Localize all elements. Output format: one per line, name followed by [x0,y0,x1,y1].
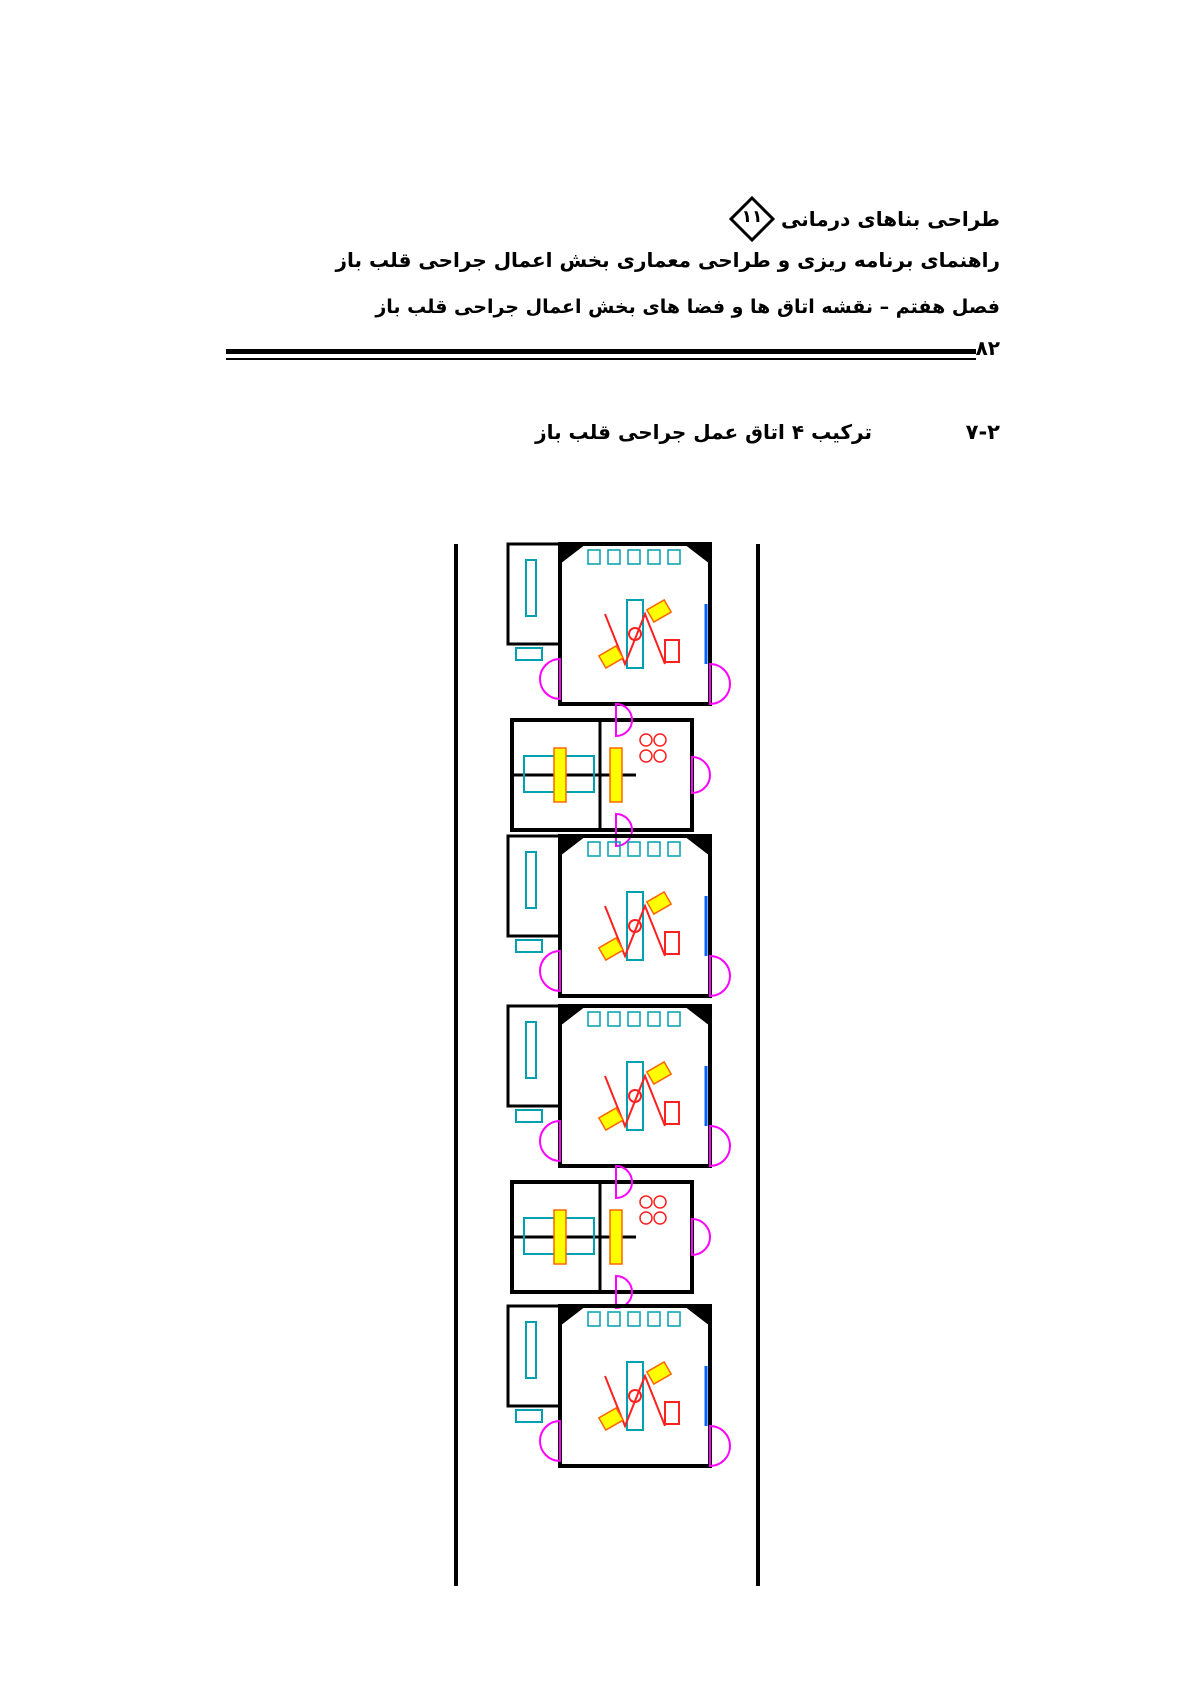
cabinet [648,1012,660,1026]
anesthesia-machine [665,932,679,954]
anteroom-counter [526,1022,536,1078]
storage-unit [640,1196,652,1208]
operating-room-3 [508,1006,730,1166]
operating-room-wall [560,836,710,996]
storage-unit [654,750,666,762]
corner-chamfer [684,1306,710,1326]
storage-unit [654,1196,666,1208]
door-right [710,664,730,704]
corner-chamfer [560,1006,586,1026]
operating-room-wall [560,544,710,704]
sterile-core-1 [512,704,710,846]
corner-chamfer [560,544,586,564]
cabinet [628,1312,640,1326]
sink [516,1110,542,1122]
sterile-core-2 [512,1166,710,1308]
series-header [729,196,1000,242]
corner-chamfer [684,836,710,856]
corner-chamfer [684,1006,710,1026]
equipment-cart [647,600,671,622]
cabinet [648,550,660,564]
equipment-cart [647,1362,671,1384]
sink [516,940,542,952]
operating-room-2 [508,836,730,996]
cabinet [668,550,680,564]
storage-unit [654,734,666,746]
work-table [610,1210,622,1264]
cabinet [588,1012,600,1026]
cabinet [648,1312,660,1326]
cabinet [628,1012,640,1026]
equipment-cart [647,892,671,914]
cabinet [668,1312,680,1326]
series-number: ۱۱ [741,207,763,227]
door-left [540,659,560,699]
operating-room-1 [508,544,730,704]
equipment-cart [647,1062,671,1084]
anesthesia-machine [665,1402,679,1424]
cabinet [668,1012,680,1026]
corner-chamfer [560,1306,586,1326]
corner-chamfer [560,836,586,856]
storage-unit [654,1212,666,1224]
chapter-title: فصل هفتم – نقشه اتاق ها و فضا های بخش اعمال جراحی قلب باز [375,296,1000,318]
cabinet [648,842,660,856]
door-right [710,1126,730,1166]
cabinet [608,1012,620,1026]
cabinet [588,842,600,856]
cabinet [608,550,620,564]
figure-title: ترکیب ۴ اتاق عمل جراحی قلب باز [535,420,872,444]
floor-plan [440,536,780,1596]
anteroom-counter [526,852,536,908]
anteroom-counter [526,1322,536,1378]
work-table [554,1210,566,1264]
work-table [554,748,566,802]
anteroom-counter [526,560,536,616]
door-right [710,956,730,996]
series-title: طراحی بناهای درمانی [780,207,1000,231]
document-subtitle: راهنمای برنامه ریزی و طراحی معماری بخش اعمال جراحی قلب باز [335,248,1000,272]
door-left [540,1421,560,1461]
door-right [692,757,710,793]
storage-unit [640,734,652,746]
work-table [610,748,622,802]
cabinet [628,550,640,564]
operating-room-4 [508,1306,730,1466]
cabinet [628,842,640,856]
page-number: ۸۲ [975,336,1000,360]
operating-room-wall [560,1306,710,1466]
sink [516,648,542,660]
cabinet [668,842,680,856]
cabinet [588,1312,600,1326]
cabinet [588,550,600,564]
storage-unit [640,1212,652,1224]
sink [516,1410,542,1422]
header-rule [226,349,976,360]
storage-unit [640,750,652,762]
cabinet [608,842,620,856]
corner-chamfer [684,544,710,564]
figure-number: ۷-۲ [965,420,1000,444]
anesthesia-machine [665,640,679,662]
door-right [692,1219,710,1255]
door-left [540,1121,560,1161]
anesthesia-machine [665,1102,679,1124]
series-number-badge [729,196,775,242]
door-left [540,951,560,991]
door-right [710,1426,730,1466]
operating-room-wall [560,1006,710,1166]
cabinet [608,1312,620,1326]
